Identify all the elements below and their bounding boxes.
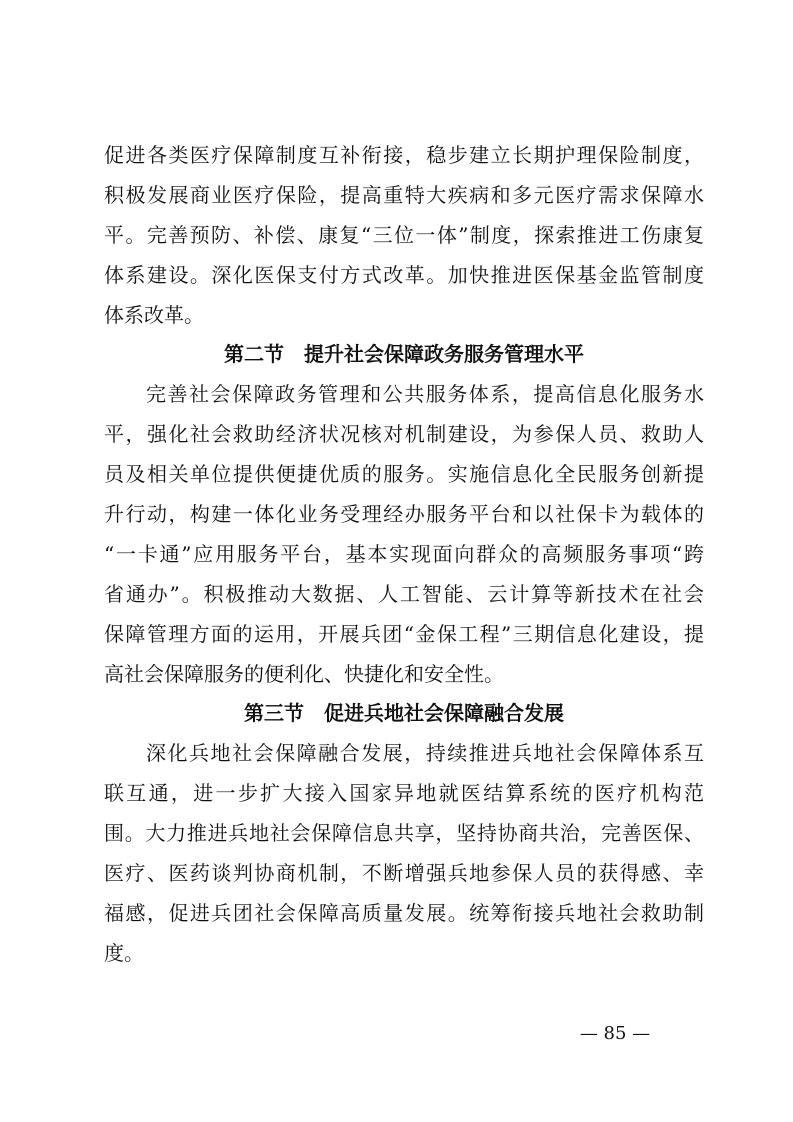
- section-3-line-3: 围。大力推进兵地社会保障信息共享，坚持协商共治，完善医保、: [104, 821, 704, 845]
- section-2-line-8: 高社会保障服务的便利化、快捷化和安全性。: [104, 662, 504, 686]
- section-2-line-1: 完善社会保障政务管理和公共服务体系，提高信息化服务水: [146, 382, 704, 406]
- section-2-heading: 第二节 提升社会保障政务服务管理水平: [224, 342, 584, 366]
- section-3-line-5: 福感，促进兵团社会保障高质量发展。统筹衔接兵地社会救助制: [104, 901, 704, 925]
- section-3-line-4: 医疗、医药谈判协商机制，不断增强兵地参保人员的获得感、幸: [104, 861, 704, 885]
- page-number: — 85 —: [579, 1023, 651, 1044]
- section-3-line-2: 联互通，进一步扩大接入国家异地就医结算系统的医疗机构范: [104, 781, 704, 805]
- paragraph-1-line-1: 促进各类医疗保障制度互补衔接，稳步建立长期护理保险制度，: [104, 143, 704, 167]
- section-3-line-6: 度。: [104, 941, 144, 965]
- paragraph-1-line-3: 平。完善预防、补偿、康复“三位一体”制度，探索推进工伤康复: [104, 223, 704, 247]
- section-3-line-1: 深化兵地社会保障融合发展，持续推进兵地社会保障体系互: [146, 741, 704, 765]
- paragraph-1-line-5: 体系改革。: [104, 303, 204, 327]
- section-2-line-7: 保障管理方面的运用，开展兵团“金保工程”三期信息化建设，提: [104, 622, 704, 646]
- section-2-line-2: 平，强化社会救助经济状况核对机制建设，为参保人员、救助人: [104, 422, 704, 446]
- section-2-line-3: 员及相关单位提供便捷优质的服务。实施信息化全民服务创新提: [104, 462, 704, 486]
- section-2-line-5: “一卡通”应用服务平台，基本实现面向群众的高频服务事项“跨: [104, 542, 704, 566]
- section-2-line-6: 省通办”。积极推动大数据、人工智能、云计算等新技术在社会: [104, 582, 704, 606]
- section-3-heading: 第三节 促进兵地社会保障融合发展: [244, 701, 564, 725]
- section-2-line-4: 升行动，构建一体化业务受理经办服务平台和以社保卡为载体的: [104, 502, 704, 526]
- paragraph-1-line-4: 体系建设。深化医保支付方式改革。加快推进医保基金监管制度: [104, 263, 704, 287]
- paragraph-1-line-2: 积极发展商业医疗保险，提高重特大疾病和多元医疗需求保障水: [104, 183, 704, 207]
